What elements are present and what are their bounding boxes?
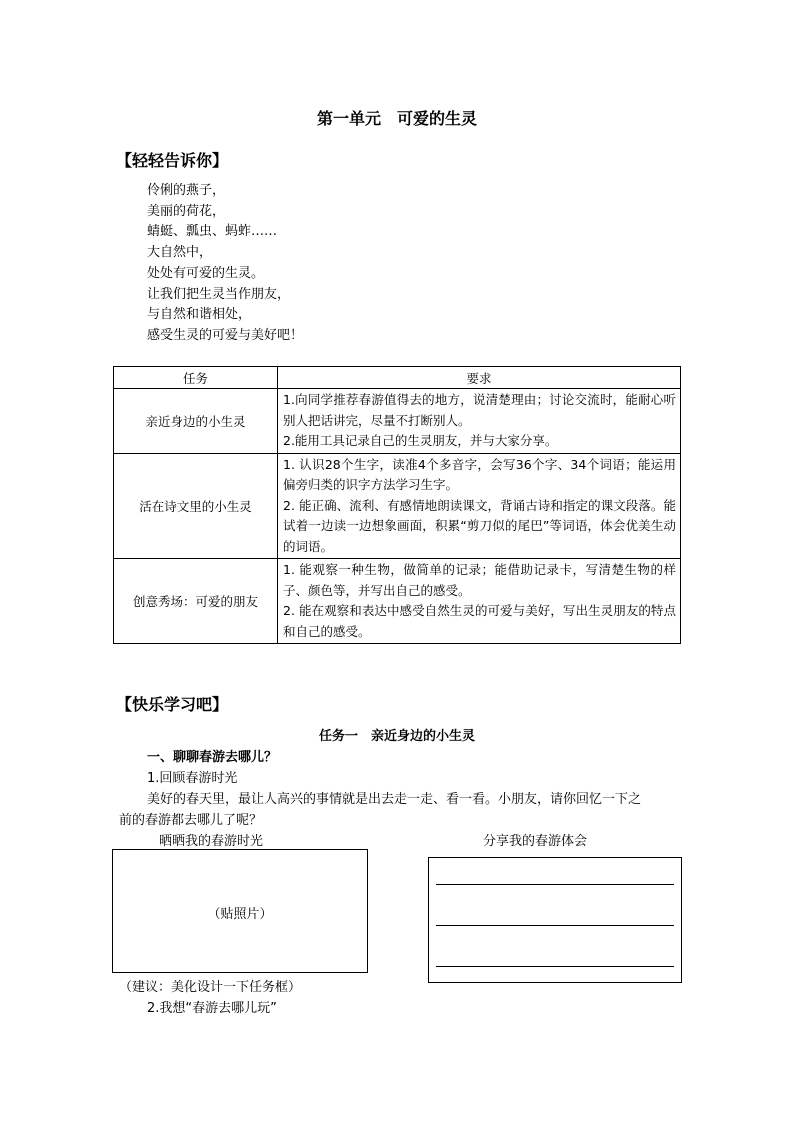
requirements-table: [113, 366, 681, 644]
table-row: [114, 453, 681, 559]
requirement-item: 1. 认识28个生字，读准4个多音字，会写36个字、34个词语；能运用偏旁归类的识字方法学习生字。: [283, 456, 676, 492]
study-heading: 【快乐学习吧】: [116, 695, 229, 714]
poem-line: 让我们把生灵当作朋友，: [147, 286, 291, 302]
table-header-row: [114, 367, 681, 389]
requirement-cell: [278, 453, 681, 559]
task-cell: 活在诗文里的小生灵: [114, 453, 278, 559]
requirement-item: 2. 能在观察和表达中感受自然生灵的可爱与美好，写出生灵朋友的特点和自己的感受。: [283, 603, 676, 639]
poem-line: 伶俐的燕子，: [147, 183, 226, 198]
poem-line: 感受生灵的可爱与美好吧！: [147, 327, 304, 343]
task-cell: 创意秀场：可爱的朋友: [114, 559, 278, 644]
intro-poem: [147, 181, 303, 347]
item-2: 2.我想“春游去哪儿玩”: [147, 1001, 277, 1016]
poem-line: 处处有可爱的生灵。: [147, 265, 265, 281]
writing-line: [436, 966, 674, 967]
requirement-item: 1.向同学推荐春游值得去的地方，说清楚理由；讨论交流时，能耐心听别人把话讲完，尽量不打断别人。: [283, 392, 676, 428]
poem-line: 蜻蜓、瓢虫、蚂蚱……: [147, 224, 278, 240]
poem-line: 美丽的荷花，: [147, 203, 226, 219]
task-title: 任务一 亲近身边的小生灵: [318, 729, 475, 744]
suggestion-note: （建议：美化设计一下任务框）: [119, 980, 302, 995]
subsection-title: 一、聊聊春游去哪儿？: [147, 750, 278, 765]
right-caption: 分享我的春游体会: [483, 834, 588, 849]
requirement-cell: [278, 559, 681, 644]
task-cell: 亲近身边的小生灵: [114, 389, 278, 454]
paragraph-line: 美好的春天里，最让人高兴的事情就是出去走一走、看一看。小朋友，请你回忆一下之: [147, 792, 642, 807]
poem-line: 大自然中，: [147, 245, 213, 261]
photo-box[interactable]: [112, 849, 368, 973]
left-caption: 晒晒我的春游时光: [159, 834, 264, 849]
requirement-cell: [278, 389, 681, 454]
requirement-item: 2. 能正确、流利、有感情地朗读课文，背诵古诗和指定的课文段落。能试着一边读一边想象画面，积累“剪刀似的尾巴”等词语，体会优美生动的词语。: [283, 497, 676, 554]
requirement-item: 1. 能观察一种生物，做简单的记录；能借助记录卡，写清楚生物的样子、颜色等，并写出自己的感受。: [283, 562, 676, 598]
page-title: 第一单元 可爱的生灵: [316, 109, 477, 128]
table-row: [114, 389, 681, 454]
poem-line: 与自然和谐相处，: [147, 307, 252, 323]
header-task: 任务: [114, 367, 278, 389]
requirement-item: 2.能用工具记录自己的生灵朋友，并与大家分享。: [283, 433, 558, 448]
writing-line: [436, 925, 674, 926]
intro-heading: 【轻轻告诉你】: [116, 151, 229, 170]
item-1: 1.回顾春游时光: [147, 771, 238, 786]
header-requirement: 要求: [278, 367, 681, 389]
writing-line: [436, 884, 674, 885]
table-row: [114, 559, 681, 644]
paragraph-line: 前的春游都去哪儿了呢？: [119, 813, 263, 828]
photo-label: （贴照片）: [207, 907, 273, 922]
writing-box[interactable]: [428, 857, 682, 983]
